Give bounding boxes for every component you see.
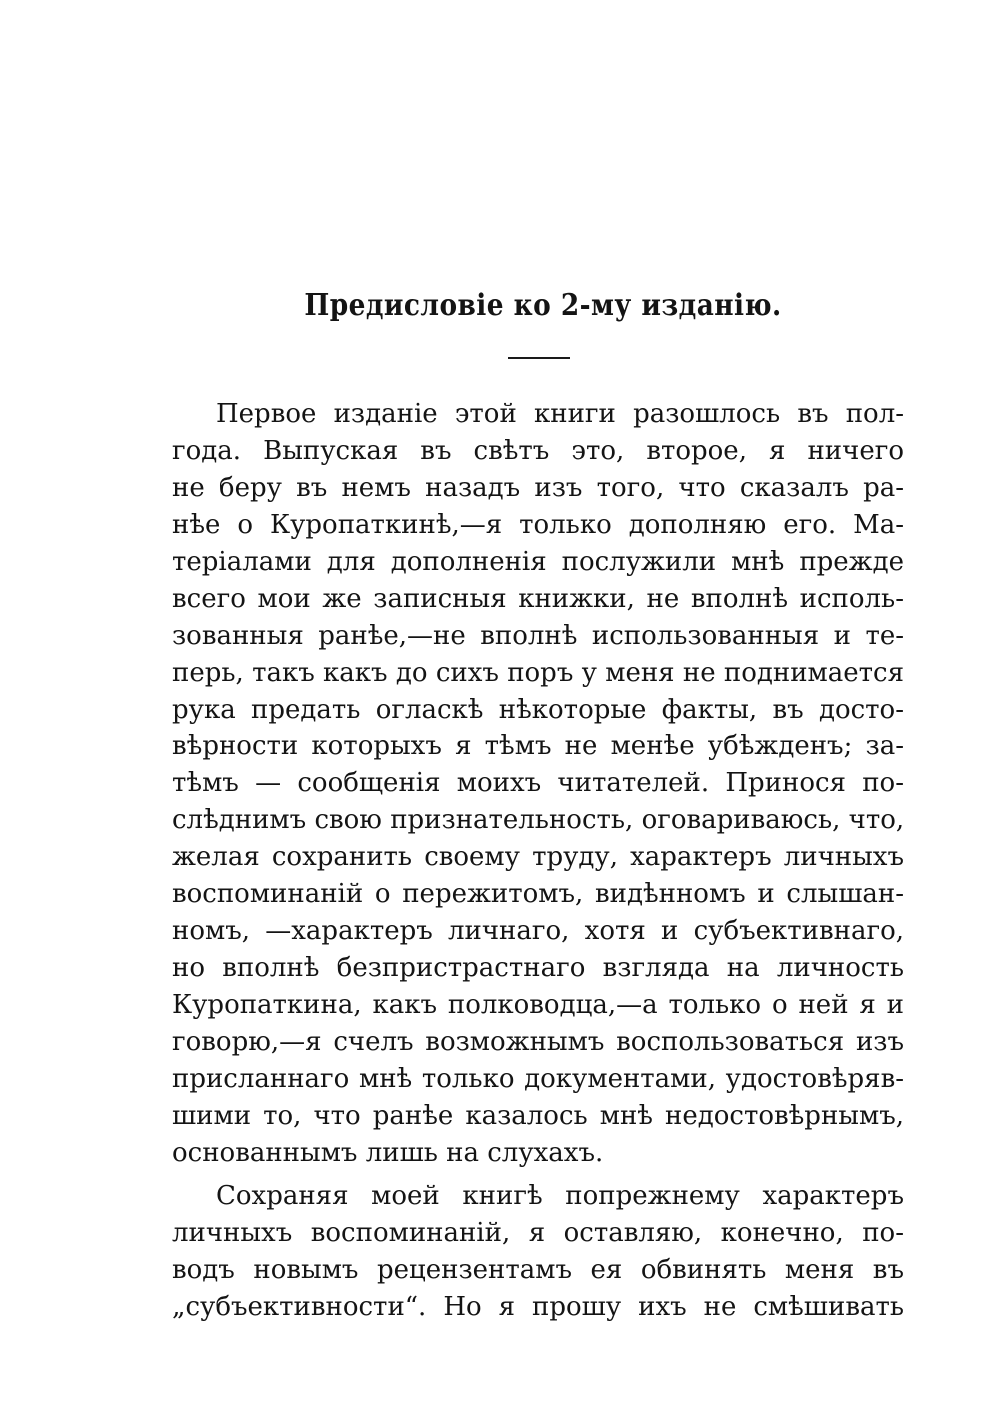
paragraph-2: [172, 1178, 904, 1326]
text-line: Первое изданіе этой книги разошлось въ пол-: [216, 399, 904, 429]
text-line: воспоминаній о пережитомъ, видѣнномъ и слышан-: [172, 879, 904, 910]
text-line: присланнаго мнѣ только документами, удостовѣряв-: [172, 1063, 904, 1094]
page-title: Предисловіе ко 2-му изданію.: [304, 288, 782, 323]
title-rule: [508, 357, 570, 359]
text-line: нѣе о Куропаткинѣ,—я только дополняю его. Ма-: [172, 509, 904, 540]
text-line: тѣмъ — сообщенія моихъ читателей. Принося по-: [172, 768, 904, 799]
text-line: рука предать огласкѣ нѣкоторые факты, въ досто-: [172, 694, 904, 725]
text-line: слѣднимъ свою признательность, оговариваюсь, что,: [172, 805, 905, 836]
text-line: всего мои же записныя книжки, не вполнѣ исполь-: [172, 583, 904, 614]
text-line: говорю,—я счелъ возможнымъ воспользоваться изъ: [172, 1026, 904, 1057]
text-line: шими то, что ранѣе казалось мнѣ недостовѣрнымъ,: [172, 1100, 904, 1131]
text-line: водъ новымъ рецензентамъ ея обвинять меня въ: [172, 1254, 904, 1285]
text-line: личныхъ воспоминаній, я оставляю, конечно, по-: [172, 1217, 904, 1248]
text-line: „субъективности“. Но я прошу ихъ не смѣшивать: [172, 1291, 904, 1322]
text-line: Сохраняя моей книгѣ попрежнему характеръ: [216, 1180, 904, 1211]
text-line: номъ, —характеръ личнаго, хотя и субъективнаго,: [172, 916, 904, 947]
text-line: Куропаткина, какъ полководца,—а только о ней я и: [172, 990, 904, 1020]
text-line: зованныя ранѣе,—не вполнѣ использованныя и те-: [172, 620, 904, 651]
paragraph-1: [172, 396, 904, 1172]
page-body: [172, 396, 904, 1325]
text-line: основаннымъ лишь на слухахъ.: [172, 1137, 604, 1168]
text-line: вѣрности которыхъ я тѣмъ не менѣе убѣжденъ; за-: [172, 731, 904, 762]
text-line: желая сохранить своему труду, характеръ личныхъ: [172, 842, 904, 873]
text-line: перь, такъ какъ до сихъ поръ у меня не поднимается: [172, 657, 904, 688]
text-line: теріалами для дополненія послужили мнѣ прежде: [172, 546, 904, 577]
text-line: но вполнѣ безпристрастнаго взгляда на личность: [172, 953, 904, 984]
text-line: года. Выпуская въ свѣтъ это, второе, я ничего: [172, 435, 904, 466]
text-line: не беру въ немъ назадъ изъ того, что сказалъ ра-: [172, 472, 904, 503]
